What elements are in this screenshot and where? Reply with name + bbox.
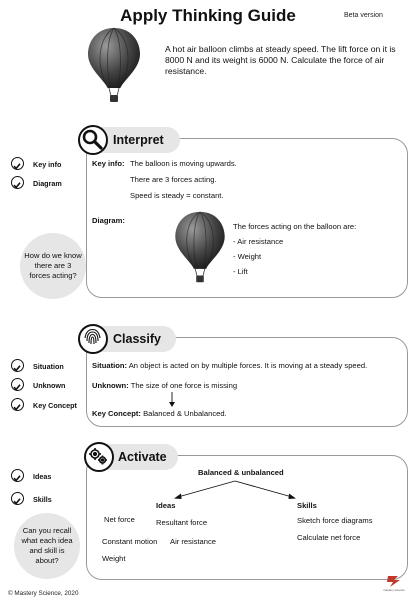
checklist-situation: Situation <box>33 362 64 371</box>
key-info-label: Key info: <box>92 159 125 168</box>
force-air-resistance: - Air resistance <box>233 237 284 246</box>
force-weight: - Weight <box>233 252 262 261</box>
hot-air-balloon-illustration <box>86 26 142 106</box>
idea-net-force: Net force <box>104 515 135 524</box>
idea-air-resistance: Air resistance <box>170 537 217 546</box>
skills-heading: Skills <box>297 501 317 510</box>
checklist-unknown: Unknown <box>33 381 66 390</box>
situation-row <box>92 361 367 371</box>
unknown-text: The size of one force is missing <box>130 381 238 390</box>
checklist-ideas: Ideas <box>33 472 52 481</box>
diagram-label: Diagram: <box>92 216 125 225</box>
checklist-skills: Skills <box>33 495 52 504</box>
situation-text: An object is acted on by multiple forces. It is moving at a steady speed. <box>128 361 368 370</box>
activate-heading: Activate <box>118 450 167 464</box>
arrow-down-icon <box>168 391 176 409</box>
version-label: Beta version <box>344 12 383 19</box>
checklist-key-info: Key info <box>33 160 62 169</box>
key-concept-label: Key Concept: <box>92 409 141 418</box>
forces-intro: The forces acting on the balloon are: <box>233 222 357 231</box>
problem-statement: A hot air balloon climbs at steady speed. The lift force on it is 8000 N and its weight is 6000 N. Calculate the force of air resistance. <box>165 44 396 76</box>
diagram-check-icon[interactable] <box>11 176 24 189</box>
balloon-diagram <box>172 210 228 286</box>
key-concept-text: Balanced & Unbalanced. <box>143 409 227 418</box>
skill-calculate-net-force: Calculate net force <box>297 533 361 542</box>
ideas-heading: Ideas <box>156 501 176 510</box>
key-info-check-icon[interactable] <box>11 157 24 170</box>
checklist-key-concept: Key Concept <box>33 401 77 410</box>
activate-icon-badge <box>84 442 114 472</box>
idea-resultant-force: Resultant force <box>156 518 208 527</box>
gears-icon <box>86 444 111 469</box>
interpret-prompt-bubble: How do we know there are 3 forces acting? <box>20 233 86 299</box>
key-info-line-2: There are 3 forces acting. <box>130 175 217 184</box>
interpret-heading: Interpret <box>113 133 164 147</box>
key-info-line-1: The balloon is moving upwards. <box>130 159 237 168</box>
copyright: © Mastery Science, 2020 <box>8 590 79 597</box>
situation-check-icon[interactable] <box>11 359 24 372</box>
classify-icon-badge <box>78 324 108 354</box>
magnifier-icon <box>80 127 105 152</box>
force-lift: - Lift <box>233 267 248 276</box>
fingerprint-icon <box>80 326 105 351</box>
idea-constant-motion: Constant motion <box>102 537 158 546</box>
situation-label: Situation: <box>92 361 128 370</box>
idea-weight: Weight <box>102 554 126 563</box>
checklist-diagram: Diagram <box>33 179 62 188</box>
key-concept-row <box>92 409 227 419</box>
svg-text:mastery science: mastery science <box>383 588 405 592</box>
mastery-science-logo-icon <box>382 574 406 592</box>
key-info-line-3: Speed is steady = constant. <box>130 191 224 200</box>
unknown-check-icon[interactable] <box>11 378 24 391</box>
activate-prompt-bubble: Can you recall what each idea and skill is about? <box>14 513 80 579</box>
page-title: Apply Thinking Guide <box>120 6 296 25</box>
ideas-check-icon[interactable] <box>11 469 24 482</box>
interpret-icon-badge <box>78 125 108 155</box>
unknown-label: Unknown: <box>92 381 129 390</box>
concept-map-arrows <box>150 478 320 502</box>
unknown-row <box>92 381 237 391</box>
skills-check-icon[interactable] <box>11 492 24 505</box>
classify-heading: Classify <box>113 332 161 346</box>
skill-sketch-force-diagrams: Sketch force diagrams <box>297 516 373 525</box>
concept-root: Balanced & unbalanced <box>198 468 284 477</box>
key-concept-check-icon[interactable] <box>11 398 24 411</box>
